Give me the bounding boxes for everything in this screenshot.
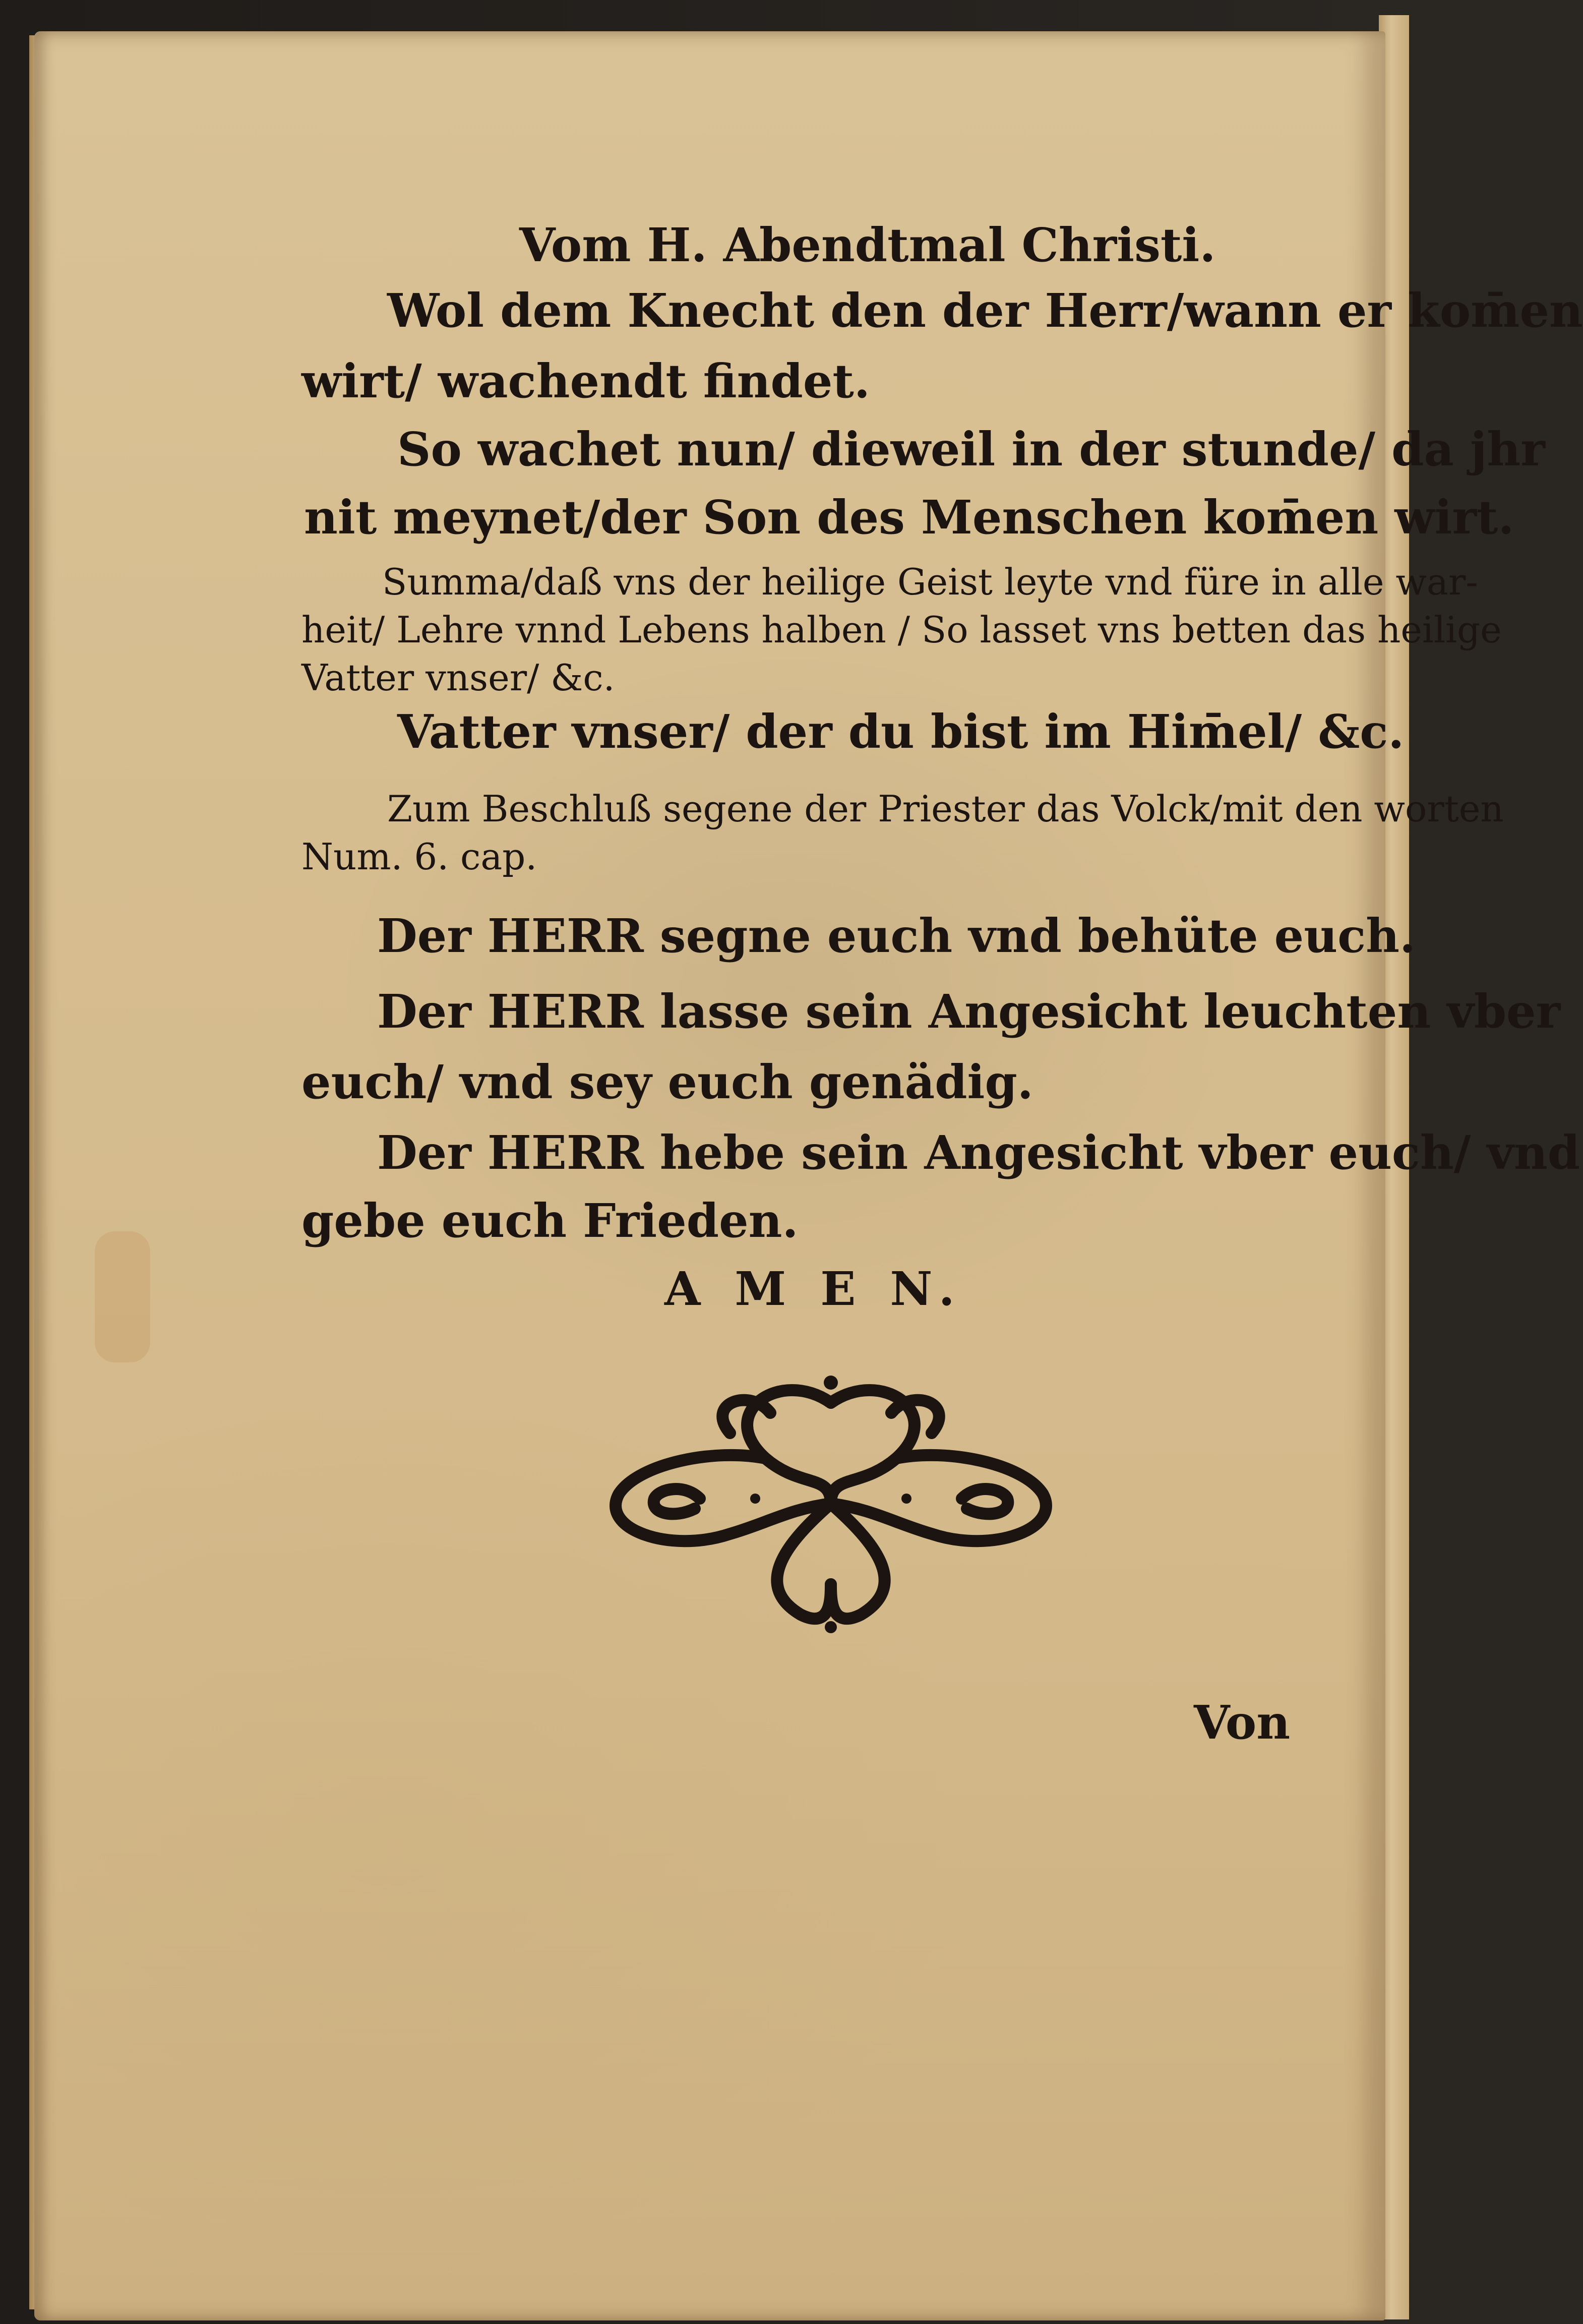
text-line-4: nit meynet/der Son des Menschen kom̄en wirt. — [304, 490, 1514, 545]
text-line-11: Der HERR segne euch vnd behüte euch. — [377, 909, 1416, 963]
running-head: Vom H. Abendtmal Christi. — [519, 218, 1216, 272]
text-line-3: So wachet nun/ dieweil in der stunde/ da jhr — [397, 422, 1545, 476]
text-line-15: gebe euch Frieden. — [301, 1194, 799, 1248]
text-line-8: Vatter vnser/ der du bist im Him̄el/ &c. — [397, 704, 1405, 759]
text-line-1: Wol dem Knecht den der Herr/wann er kom̄en — [387, 283, 1583, 338]
amen: A M E N. — [664, 1262, 964, 1316]
paper-stain — [95, 1231, 150, 1362]
book-page — [34, 31, 1583, 2320]
text-line-5: Summa/daß vns der heilige Geist leyte vnd füre in alle war- — [382, 561, 1478, 603]
text-line-9: Zum Beschluß segene der Priester das Volck/mit den worten — [387, 788, 1504, 830]
catchword: Von — [1194, 1695, 1291, 1750]
text-line-10: Num. 6. cap. — [301, 836, 537, 878]
text-line-2: wirt/ wachendt findet. — [301, 354, 870, 408]
text-line-13: euch/ vnd sey euch genädig. — [301, 1055, 1033, 1109]
text-line-12: Der HERR lasse sein Angesicht leuchten vber — [377, 984, 1561, 1039]
bleed-through-text — [337, 1267, 1345, 1973]
text-line-7: Vatter vnser/ &c. — [301, 657, 615, 699]
text-line-14: Der HERR hebe sein Angesicht vber euch/ vnd — [377, 1125, 1580, 1180]
text-line-6: heit/ Lehre vnnd Lebens halben / So lasset vns betten das heilige — [301, 609, 1502, 651]
